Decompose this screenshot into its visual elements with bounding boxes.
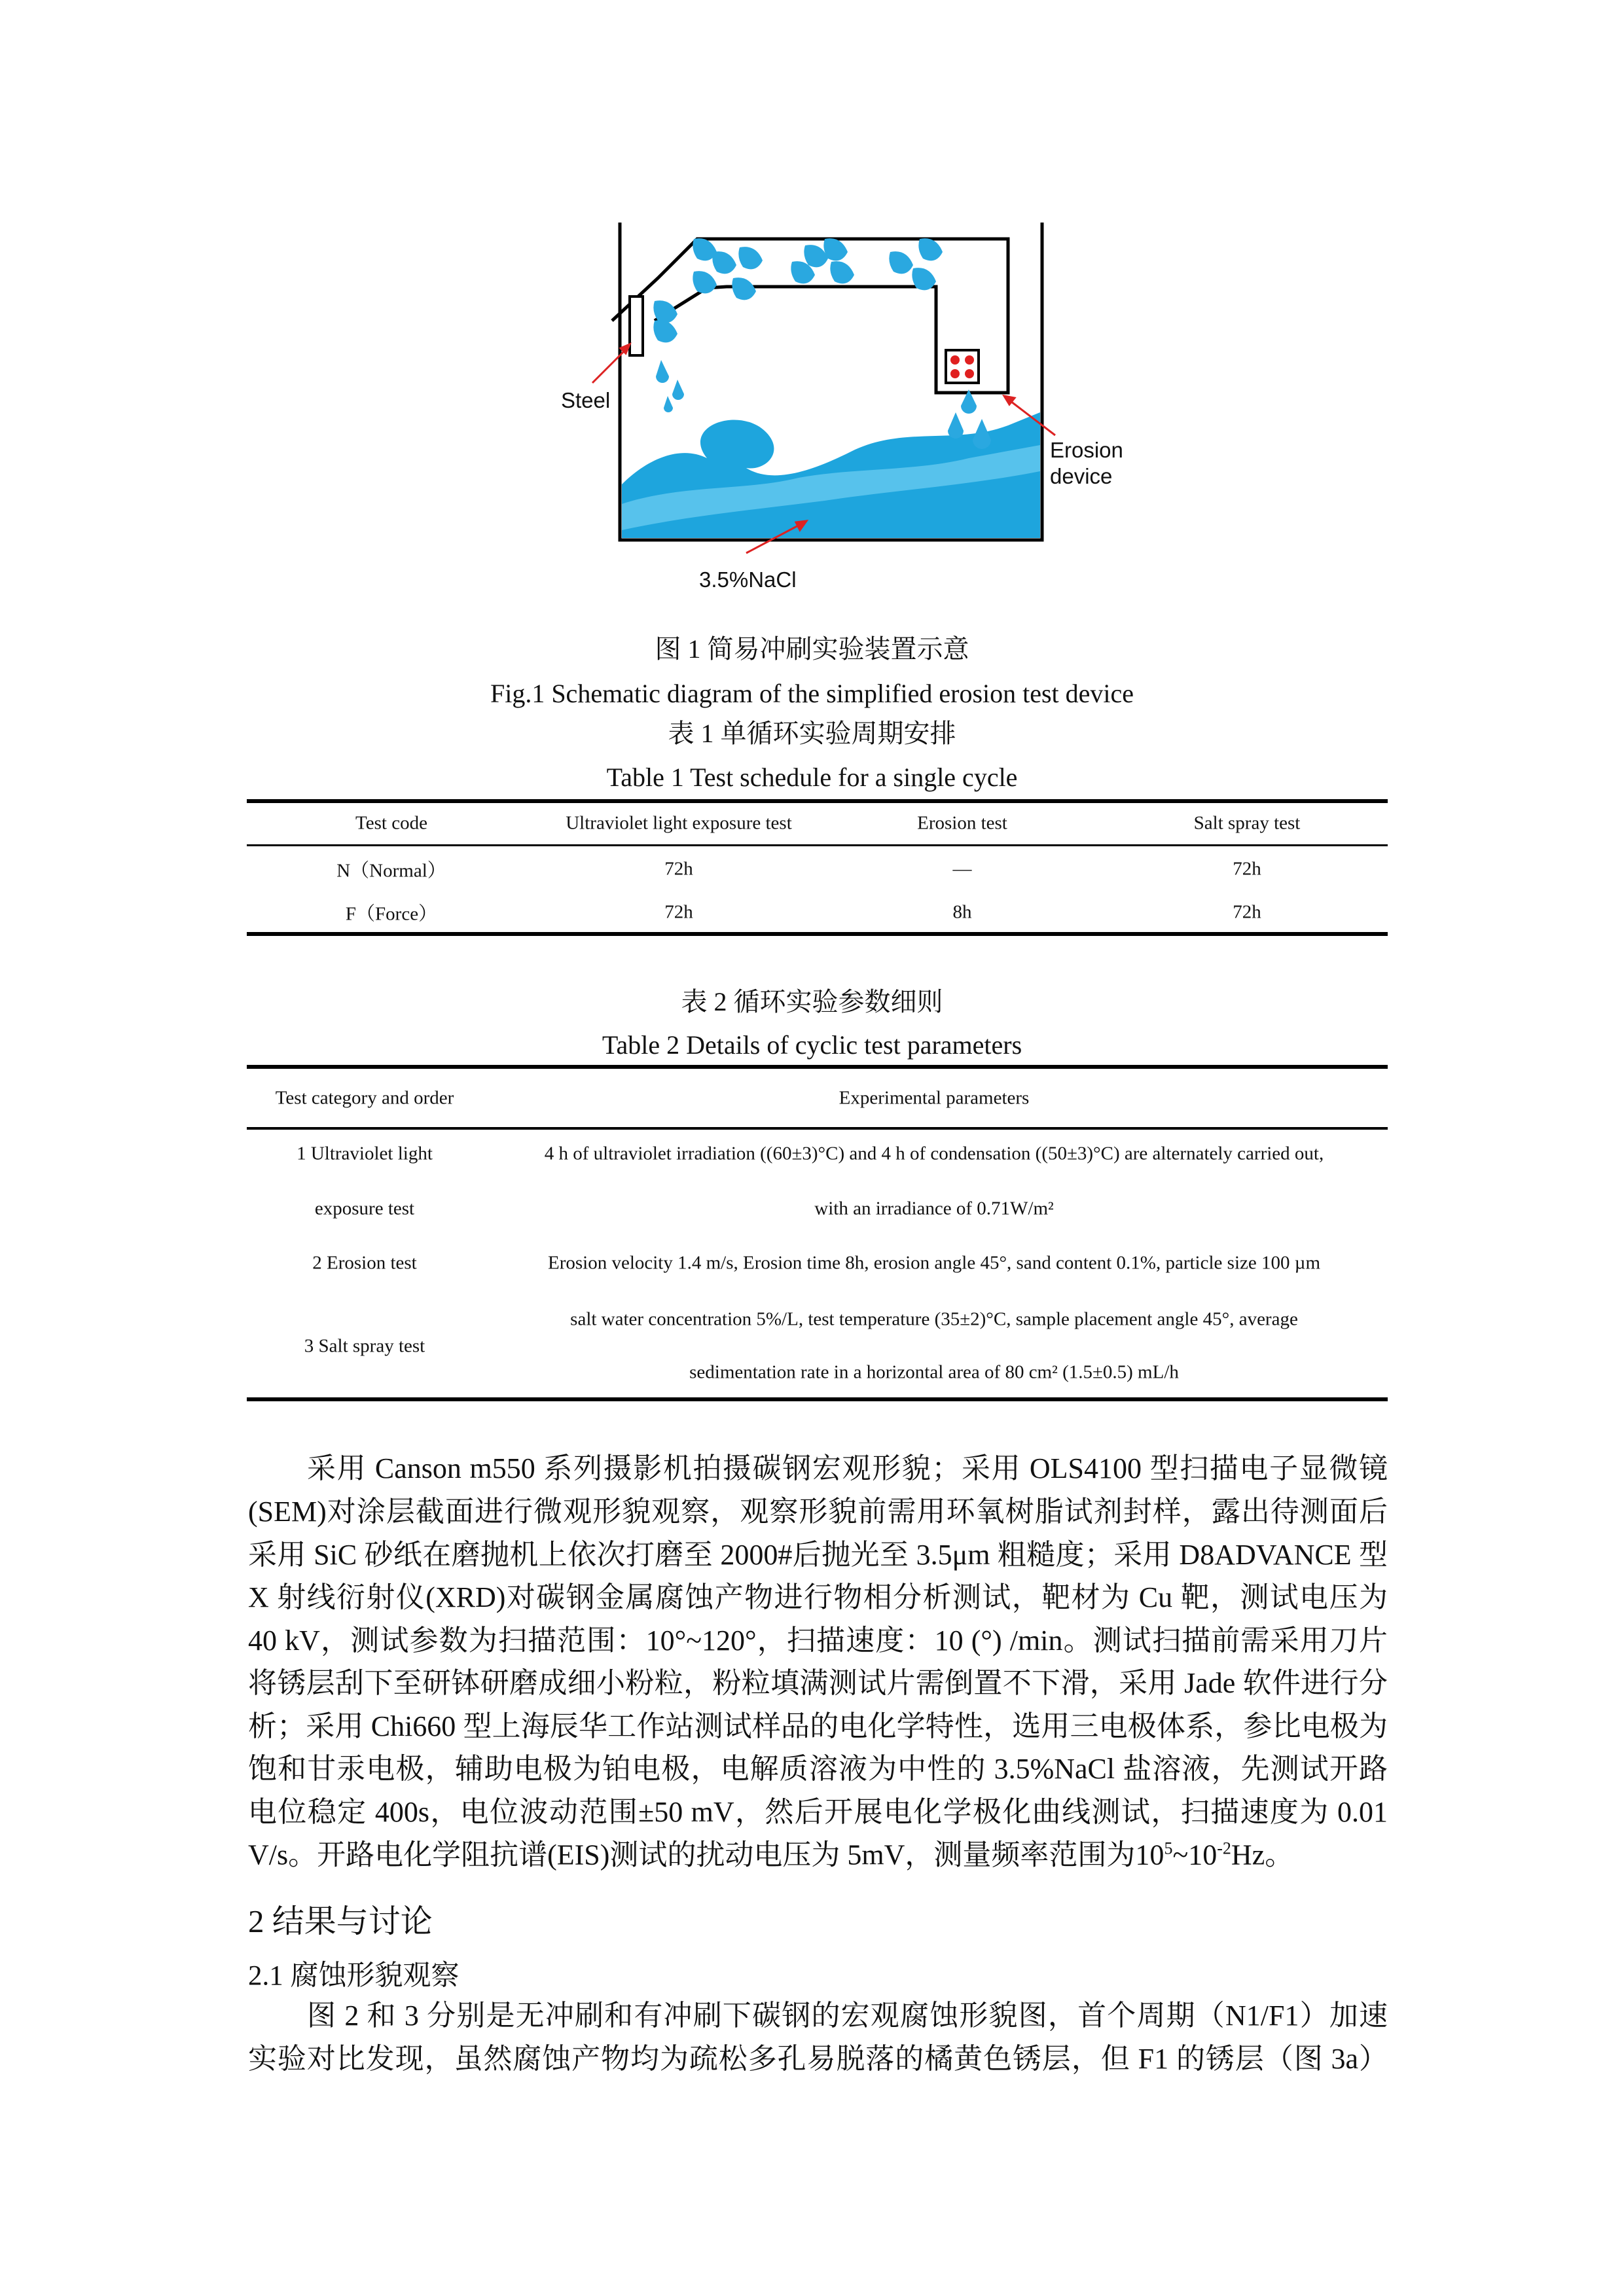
table-1-cell: 72h	[664, 901, 693, 923]
table-2-param: with an irradiance of 0.71W/m²	[814, 1198, 1054, 1219]
table-1-header: Salt spray test	[1193, 812, 1301, 834]
table-2-title-en: Table 2 Details of cyclic test parameters	[602, 1030, 1022, 1060]
text-line	[248, 1840, 1388, 1870]
text-line: 电位稳定 400s，电位波动范围±50 mV，然后开展电化学极化曲线测试，扫描速度为 0.01	[248, 1796, 1388, 1828]
text-fragment: Hz。	[1231, 1839, 1294, 1871]
table-2-category: exposure test	[314, 1198, 415, 1219]
table-1-header: Ultraviolet light exposure test	[566, 812, 792, 834]
table-2-param: Erosion velocity 1.4 m/s, Erosion time 8h, erosion angle 45°, sand content 0.1%, particle size 100 µm	[547, 1252, 1321, 1274]
steel-sample	[630, 296, 643, 355]
label-erosion-device	[1050, 437, 1123, 489]
table-1-cell: 72h	[1233, 858, 1261, 880]
text-line: 采用 SiC 砂纸在磨抛机上依次打磨至 2000#后抛光至 3.5μm 粗糙度；采用 D8ADVANCE 型	[248, 1539, 1388, 1571]
subsection-heading: 2.1 腐蚀形貌观察	[248, 1960, 460, 1992]
table-1-cell: N（Normal）	[336, 860, 446, 882]
water-droplets	[653, 238, 991, 449]
label-erosion-line2: device	[1050, 463, 1113, 488]
text-line: 采用 Canson m550 系列摄影机拍摄碳钢宏观形貌；采用 OLS4100 型扫描电子显微镜	[307, 1452, 1388, 1484]
text-line: 将锈层刮下至研钵研磨成细小粉粒，粉粒填满测试片需倒置不下滑，采用 Jade 软件进行分	[248, 1667, 1388, 1699]
table-2-top-rule	[247, 1065, 1388, 1069]
text-line: 饱和甘汞电极，辅助电极为铂电极，电解质溶液为中性的 3.5%NaCl 盐溶液，先测试开路	[248, 1753, 1388, 1785]
table-1-cell: —	[952, 858, 972, 880]
table-1-top-rule	[247, 799, 1388, 803]
table-2-category: 1 Ultraviolet light	[297, 1143, 433, 1164]
figure-1-caption-en: Fig.1 Schematic diagram of the simplified erosion test device	[490, 679, 1134, 708]
table-1-bottom-rule	[247, 932, 1388, 936]
text-line: 实验对比发现，虽然腐蚀产物均为疏松多孔易脱落的橘黄色锈层，但 F1 的锈层（图 3a）	[248, 2043, 1388, 2075]
table-2-header-rule	[247, 1127, 1388, 1130]
table-1-title-en: Table 1 Test schedule for a single cycle	[606, 762, 1018, 792]
table-2-category: 2 Erosion test	[312, 1252, 417, 1274]
table-1-cell: F（Force）	[345, 903, 438, 925]
figure-1-caption-cn: 图 1 简易冲刷实验装置示意	[655, 634, 969, 664]
figure-1-erosion-device-diagram	[550, 209, 1139, 602]
label-nacl: 3.5%NaCl	[699, 567, 797, 592]
table-2-param: 4 h of ultraviolet irradiation ((60±3)°C) and 4 h of condensation ((50±3)°C) are alternately carried out,	[544, 1143, 1324, 1164]
label-steel: Steel	[561, 388, 611, 412]
superscript: 5	[1164, 1839, 1173, 1858]
text-line: (SEM)对涂层截面进行微观形貌观察，观察形貌前需用环氧树脂试剂封样，露出待测面后	[248, 1496, 1388, 1528]
table-2-title-cn: 表 2 循环实验参数细则	[681, 987, 943, 1016]
text-line: 图 2 和 3 分别是无冲刷和有冲刷下碳钢的宏观腐蚀形貌图，首个周期（N1/F1）加速	[307, 2000, 1388, 2032]
table-2-param: sedimentation rate in a horizontal area of 80 cm² (1.5±0.5) mL/h	[689, 1361, 1179, 1383]
table-2-header: Test category and order	[275, 1087, 454, 1109]
table-1-title-cn: 表 1 单循环实验周期安排	[668, 719, 956, 748]
table-1-cell: 72h	[664, 858, 693, 880]
text-line: 析；采用 Chi660 型上海辰华工作站测试样品的电化学特性，选用三电极体系，参比电极为	[248, 1710, 1388, 1742]
text-line: X 射线衍射仪(XRD)对碳钢金属腐蚀产物进行物相分析测试，靶材为 Cu 靶，测试电压为	[248, 1581, 1388, 1613]
text-line: 40 kV，测试参数为扫描范围：10°~120°，扫描速度：10 (°) /min。测试扫描前需采用刀片	[248, 1624, 1388, 1657]
table-1-cell: 72h	[1233, 901, 1261, 923]
superscript: -2	[1217, 1839, 1231, 1858]
table-1-header: Test code	[355, 812, 427, 834]
table-1-header: Erosion test	[917, 812, 1007, 834]
label-erosion-line1: Erosion	[1050, 438, 1123, 462]
erosion-device	[936, 340, 1008, 393]
table-1-header-rule	[247, 844, 1388, 846]
table-2-bottom-rule	[247, 1397, 1388, 1401]
text-fragment: ~10	[1172, 1839, 1218, 1871]
table-2-category: 3 Salt spray test	[304, 1335, 425, 1357]
section-heading: 2 结果与讨论	[248, 1903, 433, 1939]
text-fragment: V/s。开路电化学阻抗谱(EIS)测试的扰动电压为 5mV，测量频率范围为10	[248, 1839, 1164, 1871]
table-1-cell: 8h	[952, 901, 972, 923]
table-2-header: Experimental parameters	[839, 1087, 1030, 1109]
table-2-param: salt water concentration 5%/L, test temperature (35±2)°C, sample placement angle 45°, average	[570, 1308, 1298, 1330]
